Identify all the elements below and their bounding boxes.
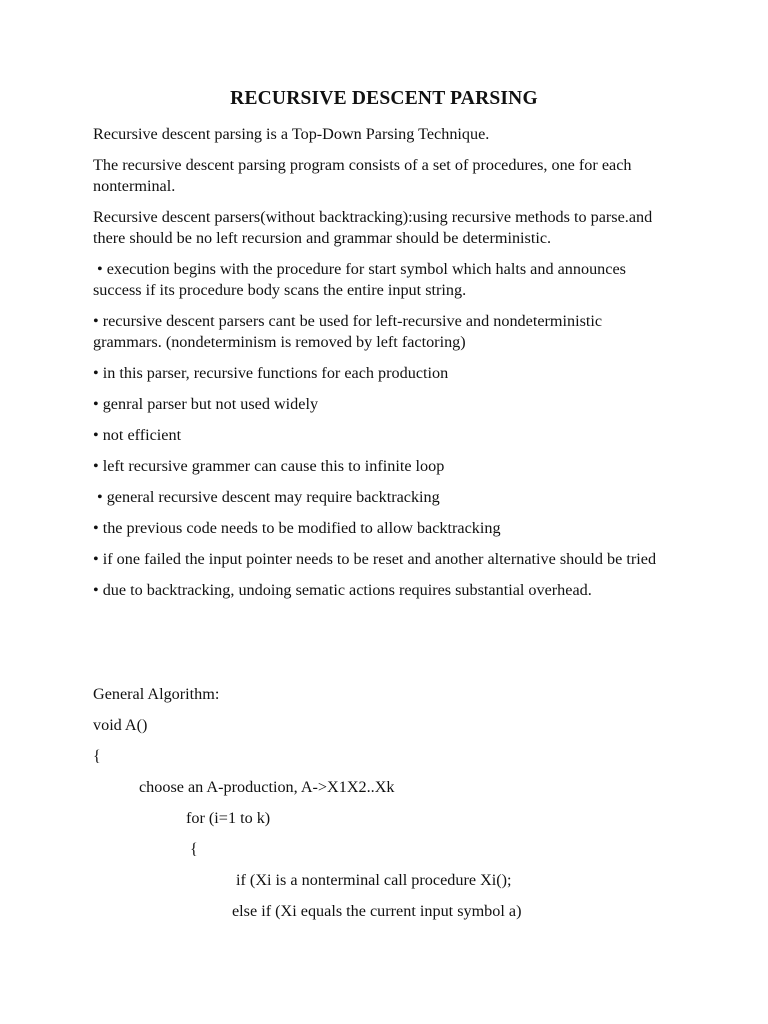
code-line: for (i=1 to k) [186,809,271,827]
bullet-left-recursive: • recursive descent parsers cant be used for left-recursive and nondeterministic grammars. (nondeterminism is removed by left factoring) [93,312,603,351]
document-title: RECURSIVE DESCENT PARSING [230,88,538,109]
code-line: if (Xi is a nonterminal call procedure Xi(); [236,871,512,889]
paragraph-intro: Recursive descent parsing is a Top-Down Parsing Technique. [93,125,490,143]
bullet-overhead: • due to backtracking, undoing sematic actions requires substantial overhead. [93,581,592,599]
algorithm-heading: General Algorithm: [93,685,220,703]
paragraph-procedures: The recursive descent parsing program consists of a set of procedures, one for each nonterminal. [93,156,632,195]
code-line: { [93,747,101,765]
code-line: void A() [93,716,148,734]
code-line: { [190,840,198,858]
code-line: else if (Xi equals the current input symbol a) [232,902,522,920]
algorithm-block [93,684,693,932]
bullet-modify-code: • the previous code needs to be modified to allow backtracking [93,519,501,537]
paragraph-without-backtracking: Recursive descent parsers(without backtracking):using recursive methods to parse.and there should be no left recursion and grammar should be deterministic. [93,208,653,247]
bullet-not-efficient: • not efficient [93,426,182,444]
bullet-reset-pointer: • if one failed the input pointer needs to be reset and another alternative should be tried [93,550,657,568]
bullet-general-parser: • genral parser but not used widely [93,395,319,413]
code-line: choose an A-production, A->X1X2..Xk [139,778,395,796]
bullet-recursive-functions: • in this parser, recursive functions for each production [93,364,449,382]
bullet-execution: • execution begins with the procedure for start symbol which halts and announces success if its procedure body scans the entire input string. [93,260,626,299]
bullet-backtracking: • general recursive descent may require backtracking [97,488,440,506]
document-body [93,124,673,611]
bullet-infinite-loop: • left recursive grammer can cause this to infinite loop [93,457,445,475]
